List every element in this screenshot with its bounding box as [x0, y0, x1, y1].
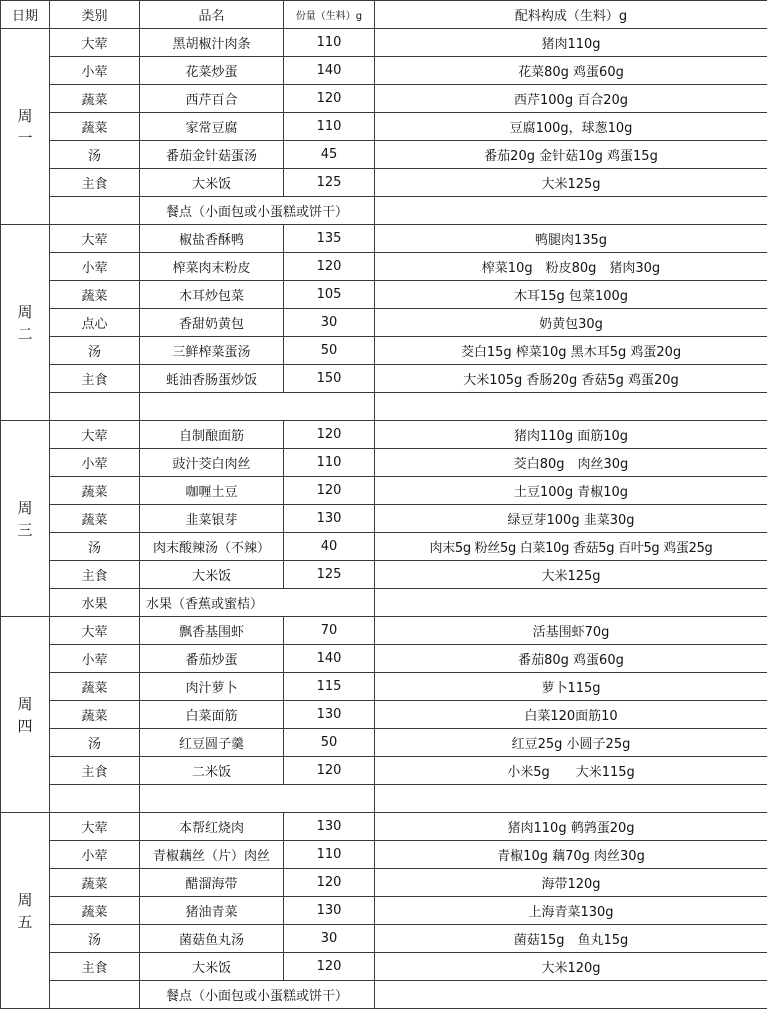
portion-cell: 110 [284, 29, 375, 57]
table-row [1, 897, 767, 925]
ingredients-cell: 花菜80g 鸡蛋60g [375, 57, 767, 85]
portion-cell: 130 [284, 505, 375, 533]
table-row [1, 757, 767, 785]
table-row [1, 421, 767, 449]
header-ingredients: 配料构成（生料）g [375, 1, 767, 29]
dish-cell: 西芹百合 [140, 85, 284, 113]
ingredients-cell: 猪肉110g 面筋10g [375, 421, 767, 449]
category-cell: 主食 [50, 757, 140, 785]
day-label-line1: 周 [17, 694, 33, 713]
day-label-line2: 一 [17, 128, 33, 147]
dish-cell: 大米饭 [140, 169, 284, 197]
portion-cell: 120 [284, 253, 375, 281]
extra-note-cell: 餐点（小面包或小蛋糕或饼干） [140, 981, 375, 1009]
ingredients-cell: 茭白15g 榨菜10g 黑木耳5g 鸡蛋20g [375, 337, 767, 365]
ingredients-cell: 肉末5g 粉丝5g 白菜10g 香菇5g 百叶5g 鸡蛋25g [375, 533, 767, 561]
portion-cell: 110 [284, 113, 375, 141]
ingredients-cell: 猪肉110g 鹌鹑蛋20g [375, 813, 767, 841]
extra-ingredients-cell [375, 981, 767, 1009]
day-label-line1: 周 [17, 302, 33, 321]
portion-cell: 45 [284, 141, 375, 169]
ingredients-cell: 奶黄包30g [375, 309, 767, 337]
extra-ingredients-cell [375, 393, 767, 421]
portion-cell: 125 [284, 561, 375, 589]
portion-cell: 70 [284, 617, 375, 645]
table-row [1, 309, 767, 337]
portion-cell: 120 [284, 421, 375, 449]
dish-cell: 肉汁萝卜 [140, 673, 284, 701]
portion-cell: 120 [284, 757, 375, 785]
category-cell: 主食 [50, 561, 140, 589]
portion-cell: 110 [284, 449, 375, 477]
dish-cell: 香甜奶黄包 [140, 309, 284, 337]
dish-cell: 白菜面筋 [140, 701, 284, 729]
dish-cell: 木耳炒包菜 [140, 281, 284, 309]
ingredients-cell: 木耳15g 包菜100g [375, 281, 767, 309]
day-label-line2: 三 [17, 520, 33, 539]
portion-cell: 140 [284, 645, 375, 673]
dish-cell: 飘香基围虾 [140, 617, 284, 645]
category-cell: 蔬菜 [50, 897, 140, 925]
category-cell: 蔬菜 [50, 505, 140, 533]
portion-cell: 115 [284, 673, 375, 701]
portion-cell: 30 [284, 309, 375, 337]
ingredients-cell: 小米5g 大米115g [375, 757, 767, 785]
table-row [1, 953, 767, 981]
dish-cell: 蚝油香肠蛋炒饭 [140, 365, 284, 393]
ingredients-cell: 西芹100g 百合20g [375, 85, 767, 113]
category-cell: 蔬菜 [50, 113, 140, 141]
category-cell: 主食 [50, 953, 140, 981]
category-cell: 小荤 [50, 57, 140, 85]
header-category: 类别 [50, 1, 140, 29]
ingredients-cell: 大米120g [375, 953, 767, 981]
dish-cell: 番茄炒蛋 [140, 645, 284, 673]
ingredients-cell: 红豆25g 小圆子25g [375, 729, 767, 757]
table-row [1, 281, 767, 309]
category-cell: 点心 [50, 309, 140, 337]
dish-cell: 椒盐香酥鸭 [140, 225, 284, 253]
extra-row [1, 785, 767, 813]
header-row [1, 1, 767, 29]
ingredients-cell: 萝卜115g [375, 673, 767, 701]
category-cell: 汤 [50, 533, 140, 561]
extra-row [1, 393, 767, 421]
day-label-line2: 五 [17, 912, 33, 931]
category-cell: 大荤 [50, 225, 140, 253]
table-row [1, 533, 767, 561]
dish-cell: 大米饭 [140, 953, 284, 981]
category-cell: 蔬菜 [50, 281, 140, 309]
menu-body [1, 29, 767, 1009]
ingredients-cell: 茭白80g 肉丝30g [375, 449, 767, 477]
header-portion: 份量（生料）g [284, 1, 375, 29]
ingredients-cell: 番茄20g 金针菇10g 鸡蛋15g [375, 141, 767, 169]
portion-cell: 140 [284, 57, 375, 85]
dish-cell: 醋溜海带 [140, 869, 284, 897]
dish-cell: 番茄金针菇蛋汤 [140, 141, 284, 169]
portion-cell: 120 [284, 953, 375, 981]
dish-cell: 豉汁茭白肉丝 [140, 449, 284, 477]
extra-note-cell: 水果（香蕉或蜜桔） [140, 589, 375, 617]
table-row [1, 449, 767, 477]
ingredients-cell: 大米105g 香肠20g 香菇5g 鸡蛋20g [375, 365, 767, 393]
table-row [1, 337, 767, 365]
extra-note-cell [140, 393, 375, 421]
category-cell: 小荤 [50, 449, 140, 477]
category-cell: 小荤 [50, 645, 140, 673]
dish-cell: 三鲜榨菜蛋汤 [140, 337, 284, 365]
category-cell: 大荤 [50, 813, 140, 841]
table-row [1, 477, 767, 505]
portion-cell: 135 [284, 225, 375, 253]
dish-cell: 二米饭 [140, 757, 284, 785]
extra-category-cell [50, 197, 140, 225]
dish-cell: 肉末酸辣汤（不辣） [140, 533, 284, 561]
category-cell: 汤 [50, 337, 140, 365]
day-cell [1, 29, 50, 225]
table-row [1, 169, 767, 197]
ingredients-cell: 番茄80g 鸡蛋60g [375, 645, 767, 673]
dish-cell: 本帮红烧肉 [140, 813, 284, 841]
table-row [1, 253, 767, 281]
category-cell: 小荤 [50, 841, 140, 869]
ingredients-cell: 海带120g [375, 869, 767, 897]
ingredients-cell: 猪肉110g [375, 29, 767, 57]
extra-row [1, 981, 767, 1009]
portion-cell: 50 [284, 337, 375, 365]
day-label-line1: 周 [17, 890, 33, 909]
category-cell: 蔬菜 [50, 477, 140, 505]
portion-cell: 150 [284, 365, 375, 393]
ingredients-cell: 活基围虾70g [375, 617, 767, 645]
category-cell: 蔬菜 [50, 673, 140, 701]
dish-cell: 大米饭 [140, 561, 284, 589]
dish-cell: 家常豆腐 [140, 113, 284, 141]
category-cell: 大荤 [50, 617, 140, 645]
ingredients-cell: 绿豆芽100g 韭菜30g [375, 505, 767, 533]
day-label-line2: 四 [17, 716, 33, 735]
portion-cell: 40 [284, 533, 375, 561]
extra-ingredients-cell [375, 785, 767, 813]
portion-cell: 120 [284, 869, 375, 897]
category-cell: 大荤 [50, 421, 140, 449]
ingredients-cell: 上海青菜130g [375, 897, 767, 925]
table-row [1, 729, 767, 757]
table-row [1, 505, 767, 533]
portion-cell: 30 [284, 925, 375, 953]
dish-cell: 黑胡椒汁肉条 [140, 29, 284, 57]
portion-cell: 125 [284, 169, 375, 197]
dish-cell: 菌菇鱼丸汤 [140, 925, 284, 953]
portion-cell: 130 [284, 897, 375, 925]
category-cell: 主食 [50, 365, 140, 393]
portion-cell: 120 [284, 85, 375, 113]
category-cell: 汤 [50, 729, 140, 757]
portion-cell: 105 [284, 281, 375, 309]
category-cell: 蔬菜 [50, 701, 140, 729]
table-row [1, 645, 767, 673]
category-cell: 汤 [50, 141, 140, 169]
ingredients-cell: 土豆100g 青椒10g [375, 477, 767, 505]
extra-ingredients-cell [375, 589, 767, 617]
extra-category-cell: 水果 [50, 589, 140, 617]
table-row [1, 561, 767, 589]
category-cell: 小荤 [50, 253, 140, 281]
extra-category-cell [50, 785, 140, 813]
dish-cell: 榨菜肉末粉皮 [140, 253, 284, 281]
table-row [1, 813, 767, 841]
ingredients-cell: 青椒10g 藕70g 肉丝30g [375, 841, 767, 869]
category-cell: 蔬菜 [50, 85, 140, 113]
portion-cell: 110 [284, 841, 375, 869]
ingredients-cell: 鸭腿肉135g [375, 225, 767, 253]
extra-category-cell [50, 393, 140, 421]
table-row [1, 57, 767, 85]
ingredients-cell: 豆腐100g，球葱10g [375, 113, 767, 141]
extra-category-cell [50, 981, 140, 1009]
day-label-line2: 二 [17, 324, 33, 343]
ingredients-cell: 大米125g [375, 561, 767, 589]
table-row [1, 673, 767, 701]
category-cell: 主食 [50, 169, 140, 197]
table-row [1, 701, 767, 729]
header-date: 日期 [1, 1, 50, 29]
dish-cell: 咖喱土豆 [140, 477, 284, 505]
dish-cell: 韭菜银芽 [140, 505, 284, 533]
table-row [1, 365, 767, 393]
portion-cell: 130 [284, 813, 375, 841]
ingredients-cell: 大米125g [375, 169, 767, 197]
table-row [1, 29, 767, 57]
table-row [1, 141, 767, 169]
category-cell: 大荤 [50, 29, 140, 57]
category-cell: 汤 [50, 925, 140, 953]
ingredients-cell: 榨菜10g 粉皮80g 猪肉30g [375, 253, 767, 281]
dish-cell: 红豆圆子羹 [140, 729, 284, 757]
day-cell [1, 225, 50, 421]
extra-row [1, 589, 767, 617]
table-row [1, 925, 767, 953]
category-cell: 蔬菜 [50, 869, 140, 897]
table-row [1, 113, 767, 141]
portion-cell: 50 [284, 729, 375, 757]
portion-cell: 120 [284, 477, 375, 505]
table-row [1, 617, 767, 645]
ingredients-cell: 白菜120面筋10 [375, 701, 767, 729]
day-cell [1, 421, 50, 617]
portion-cell: 130 [284, 701, 375, 729]
extra-row [1, 197, 767, 225]
table-row [1, 869, 767, 897]
dish-cell: 猪油青菜 [140, 897, 284, 925]
table-row [1, 225, 767, 253]
dish-cell: 青椒藕丝（片）肉丝 [140, 841, 284, 869]
dish-cell: 自制酿面筋 [140, 421, 284, 449]
dish-cell: 花菜炒蛋 [140, 57, 284, 85]
header-dish: 品名 [140, 1, 284, 29]
extra-note-cell: 餐点（小面包或小蛋糕或饼干） [140, 197, 375, 225]
day-label-line1: 周 [17, 498, 33, 517]
day-label-line1: 周 [17, 106, 33, 125]
day-cell [1, 813, 50, 1009]
table-row [1, 85, 767, 113]
extra-ingredients-cell [375, 197, 767, 225]
day-cell [1, 617, 50, 813]
ingredients-cell: 菌菇15g 鱼丸15g [375, 925, 767, 953]
extra-note-cell [140, 785, 375, 813]
table-row [1, 841, 767, 869]
